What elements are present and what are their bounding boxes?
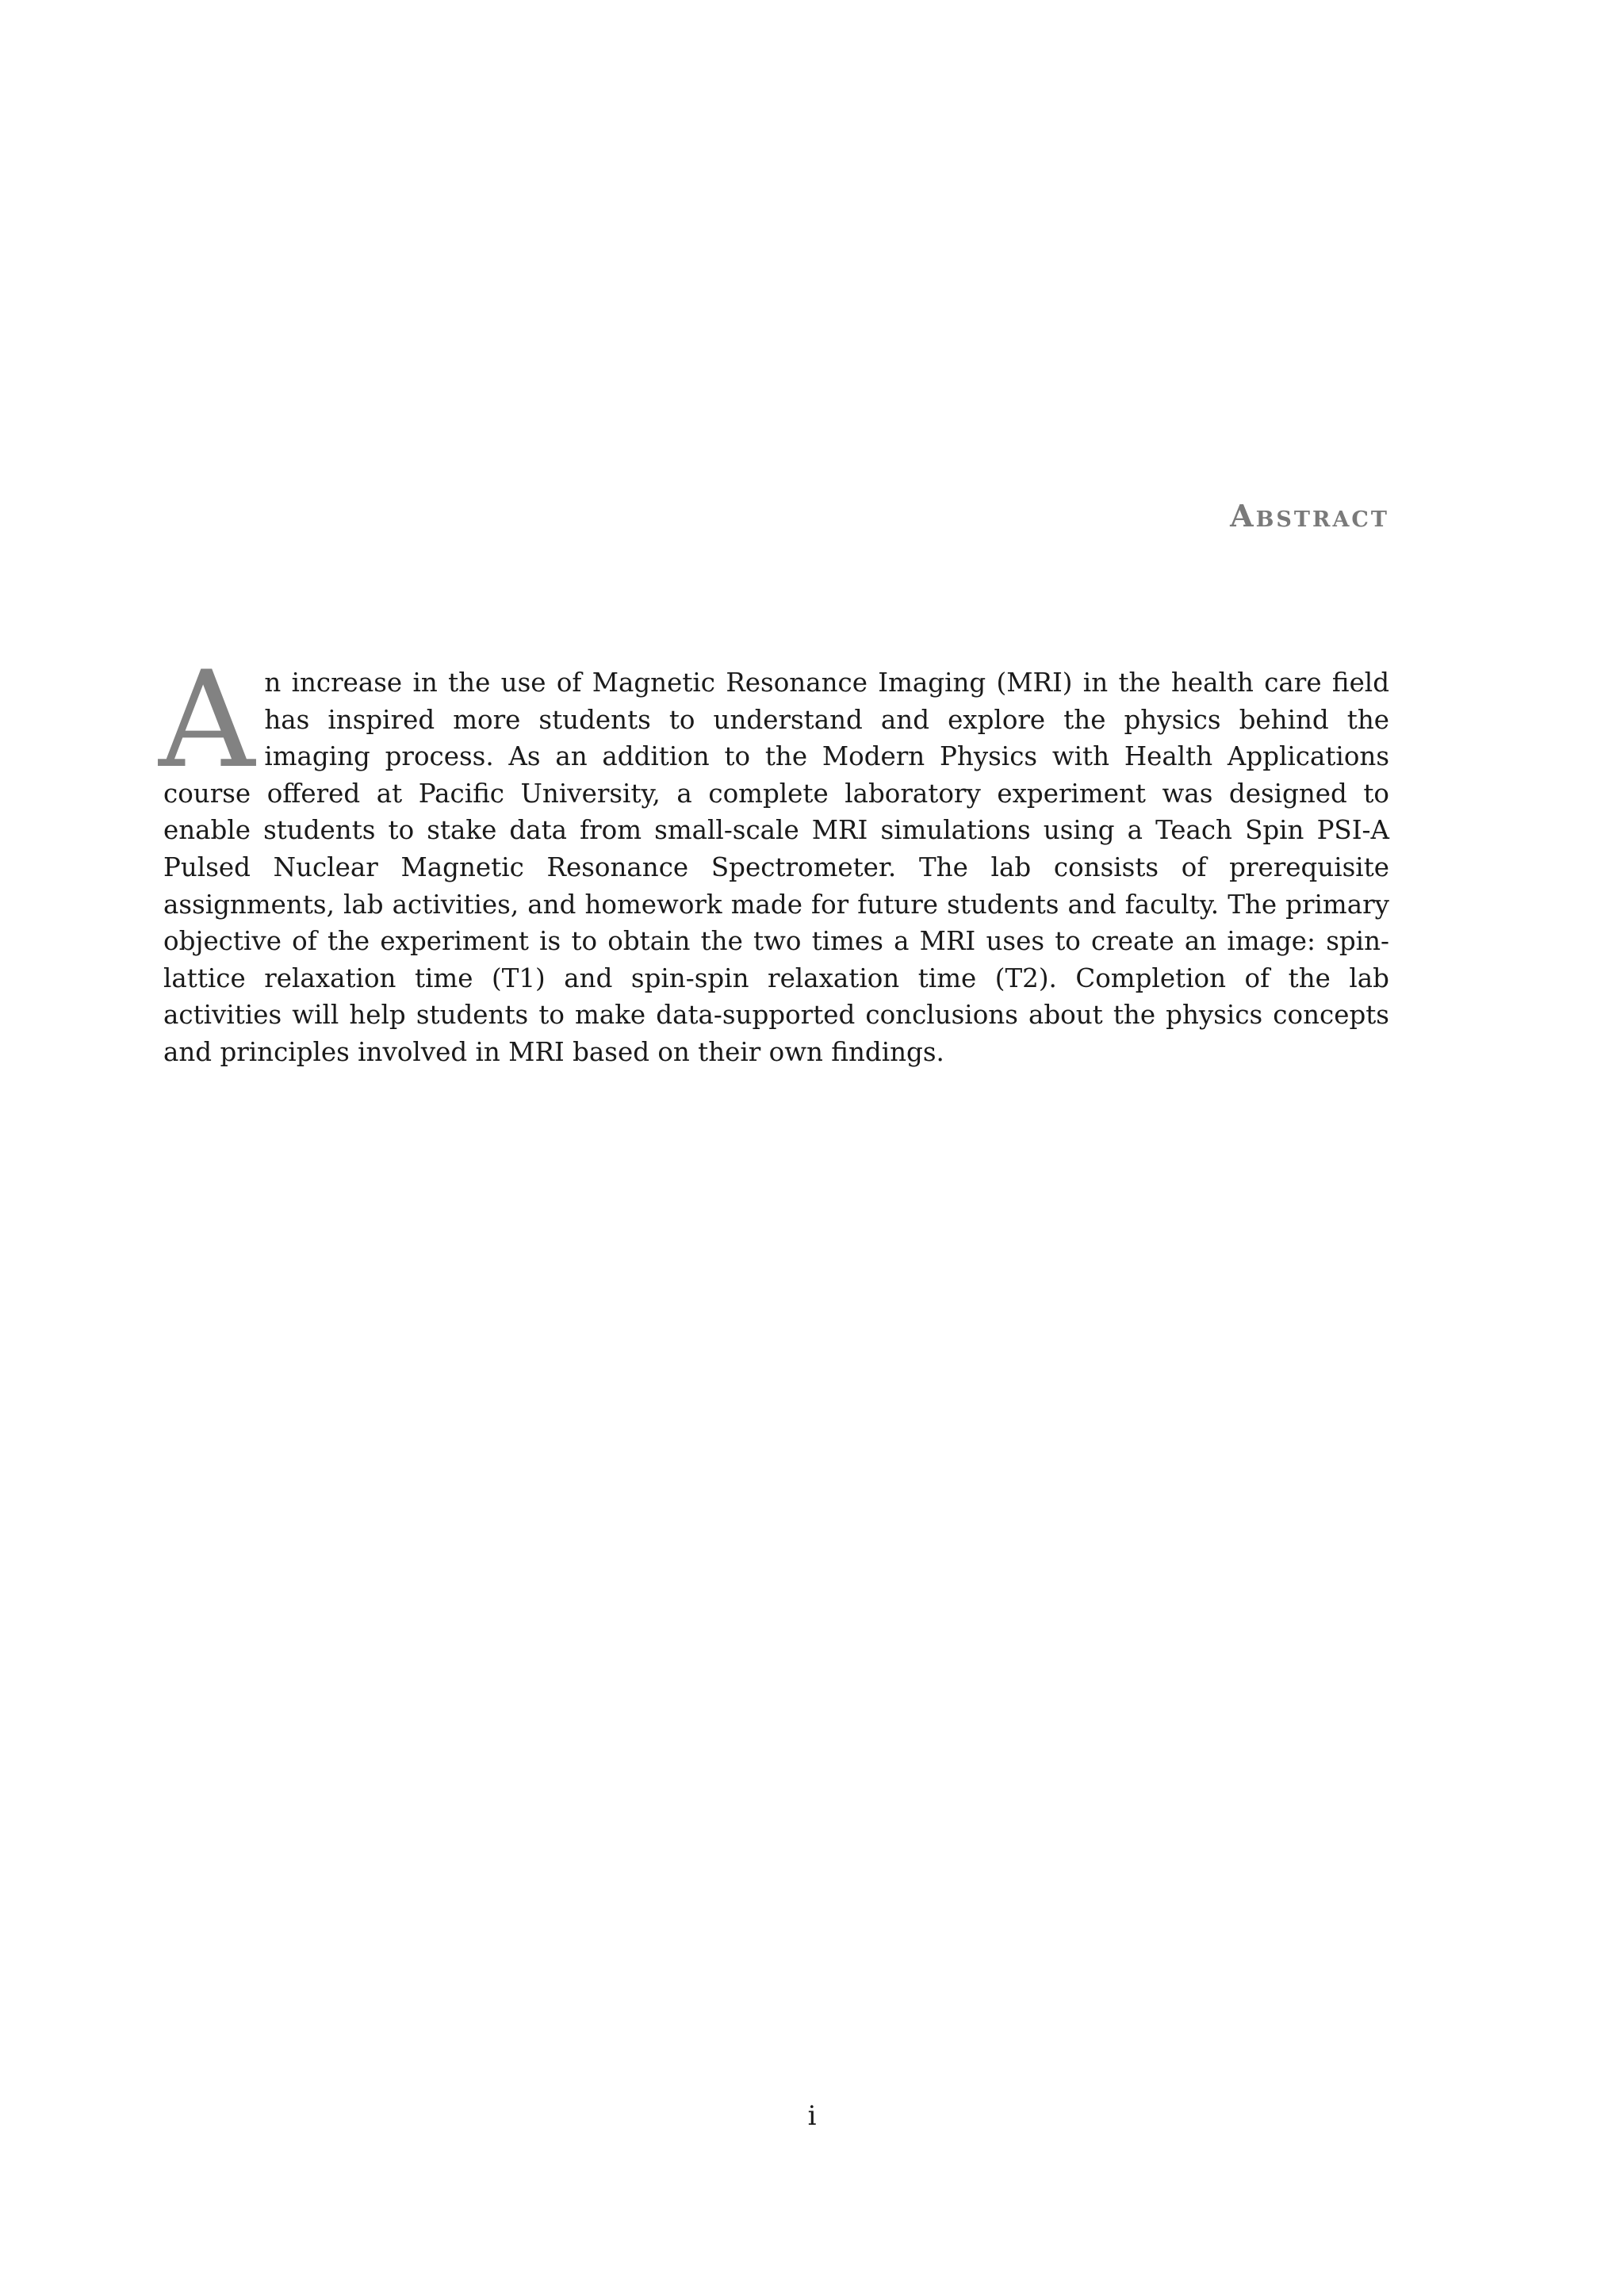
abstract-text: n increase in the use of Magnetic Resonance Imaging (MRI) in the health care field has inspired more students to understand and explore the physics behind the imaging process. As an addition to the Modern Physics with Health Applications course offered at Pacific University, a complete laboratory experiment was designed to enable students to stake data from small-scale MRI simulations using a Teach Spin PSI-A Pulsed Nuclear Magnetic Resonance Spectrometer. The lab consists of prerequisite assignments, lab activities, and homework made for future students and faculty. The primary objective of the experiment is to obtain the two times a MRI uses to create an image: spin-lattice relaxation time (T1) and spin-spin relaxation time (T2). Completion of the lab activities will help students to make data-supported conclusions about the physics concepts and principles involved in MRI based on their own findings. [163, 668, 1389, 1067]
dropcap-letter: A [159, 642, 255, 798]
page-number: i [807, 2100, 817, 2132]
abstract-heading: Abstract [1230, 498, 1389, 534]
abstract-paragraph [159, 642, 1389, 1071]
